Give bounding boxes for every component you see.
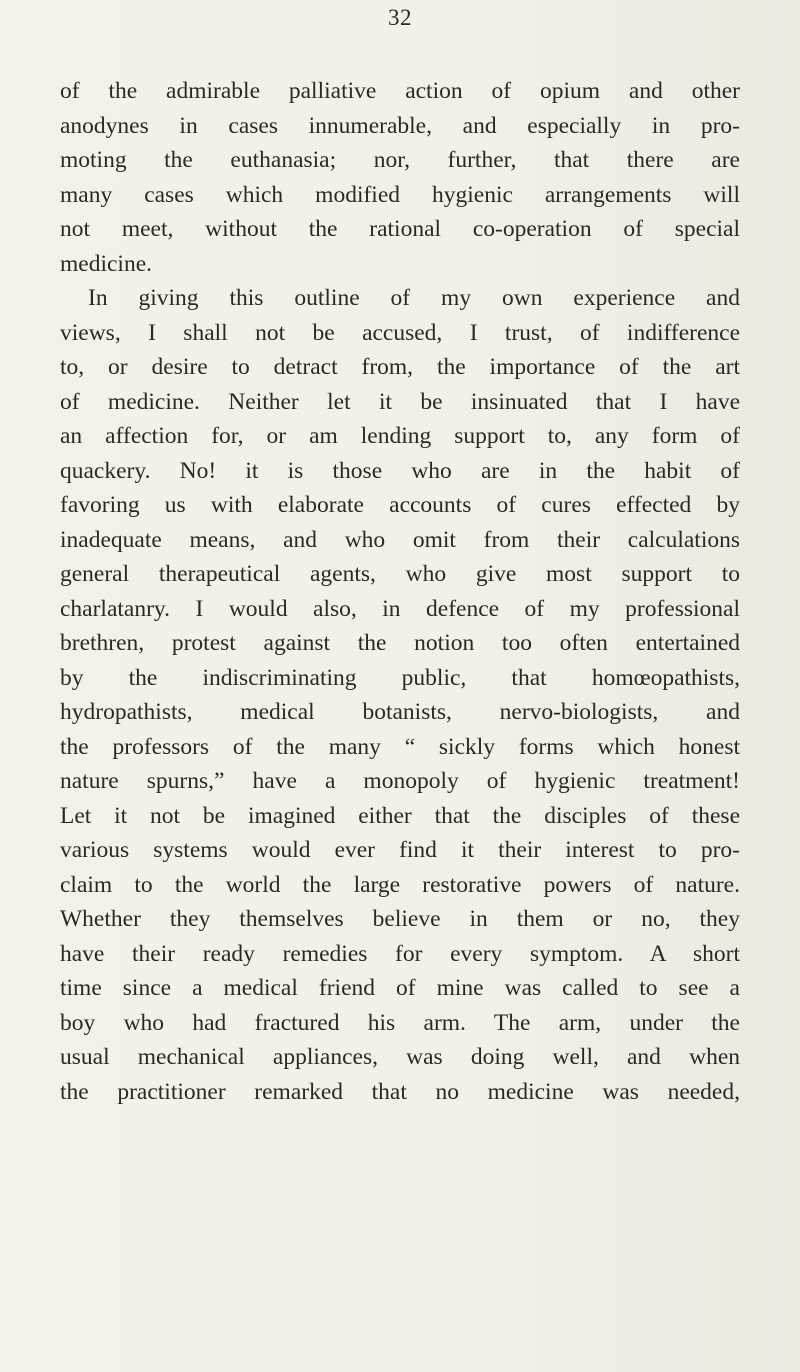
body-text — [60, 74, 740, 1109]
text-line: quackery. No! it is those who are in the habit of — [60, 457, 740, 484]
text-line: charlatanry. I would also, in defence of my professional — [60, 595, 740, 622]
page-number: 32 — [388, 5, 412, 30]
text-line: anodynes in cases innumerable, and especially in pro- — [60, 112, 740, 139]
text-line: Whether they themselves believe in them or no, they — [60, 906, 740, 932]
text-line: moting the euthanasia; nor, further, that there are — [60, 147, 740, 173]
text-line: views, I shall not be accused, I trust, of indifference — [60, 319, 740, 346]
text-line: medicine. — [60, 250, 153, 277]
paragraph-1 — [60, 74, 740, 281]
text-line: In giving this outline of my own experience and — [88, 285, 740, 311]
text-line: time since a medical friend of mine was called to see a — [60, 975, 740, 1001]
text-line: not meet, without the rational co-operation of special — [60, 216, 740, 242]
text-line: have their ready remedies for every symptom. A short — [60, 940, 740, 967]
text-line: to, or desire to detract from, the importance of the art — [60, 354, 740, 380]
text-line: Let it not be imagined either that the disciples of these — [60, 802, 740, 829]
text-line: brethren, protest against the notion too often entertained — [60, 630, 740, 656]
text-line: inadequate means, and who omit from their calculations — [60, 526, 740, 553]
text-line: nature spurns,” have a monopoly of hygienic treatment! — [60, 768, 740, 794]
text-line: of medicine. Neither let it be insinuated that I have — [60, 388, 740, 415]
paragraph-2 — [60, 281, 740, 1109]
text-line: general therapeutical agents, who give most support to — [60, 561, 740, 587]
text-line: by the indiscriminating public, that homœopathists, — [60, 664, 740, 691]
text-line: the practitioner remarked that no medicine was needed, — [60, 1078, 740, 1105]
text-line: the professors of the many “ sickly forms which honest — [60, 733, 740, 760]
text-line: usual mechanical appliances, was doing well, and when — [60, 1044, 740, 1070]
text-line: various systems would ever find it their interest to pro- — [60, 837, 740, 863]
text-line: many cases which modified hygienic arrangements will — [60, 181, 740, 208]
text-line: boy who had fractured his arm. The arm, under the — [60, 1009, 740, 1036]
text-line: of the admirable palliative action of opium and other — [60, 78, 740, 104]
text-line: favoring us with elaborate accounts of cures effected by — [60, 492, 740, 518]
text-line: hydropathists, medical botanists, nervo-biologists, and — [60, 699, 740, 725]
text-line: claim to the world the large restorative powers of nature. — [60, 871, 740, 898]
text-line: an affection for, or am lending support to, any form of — [60, 423, 740, 449]
